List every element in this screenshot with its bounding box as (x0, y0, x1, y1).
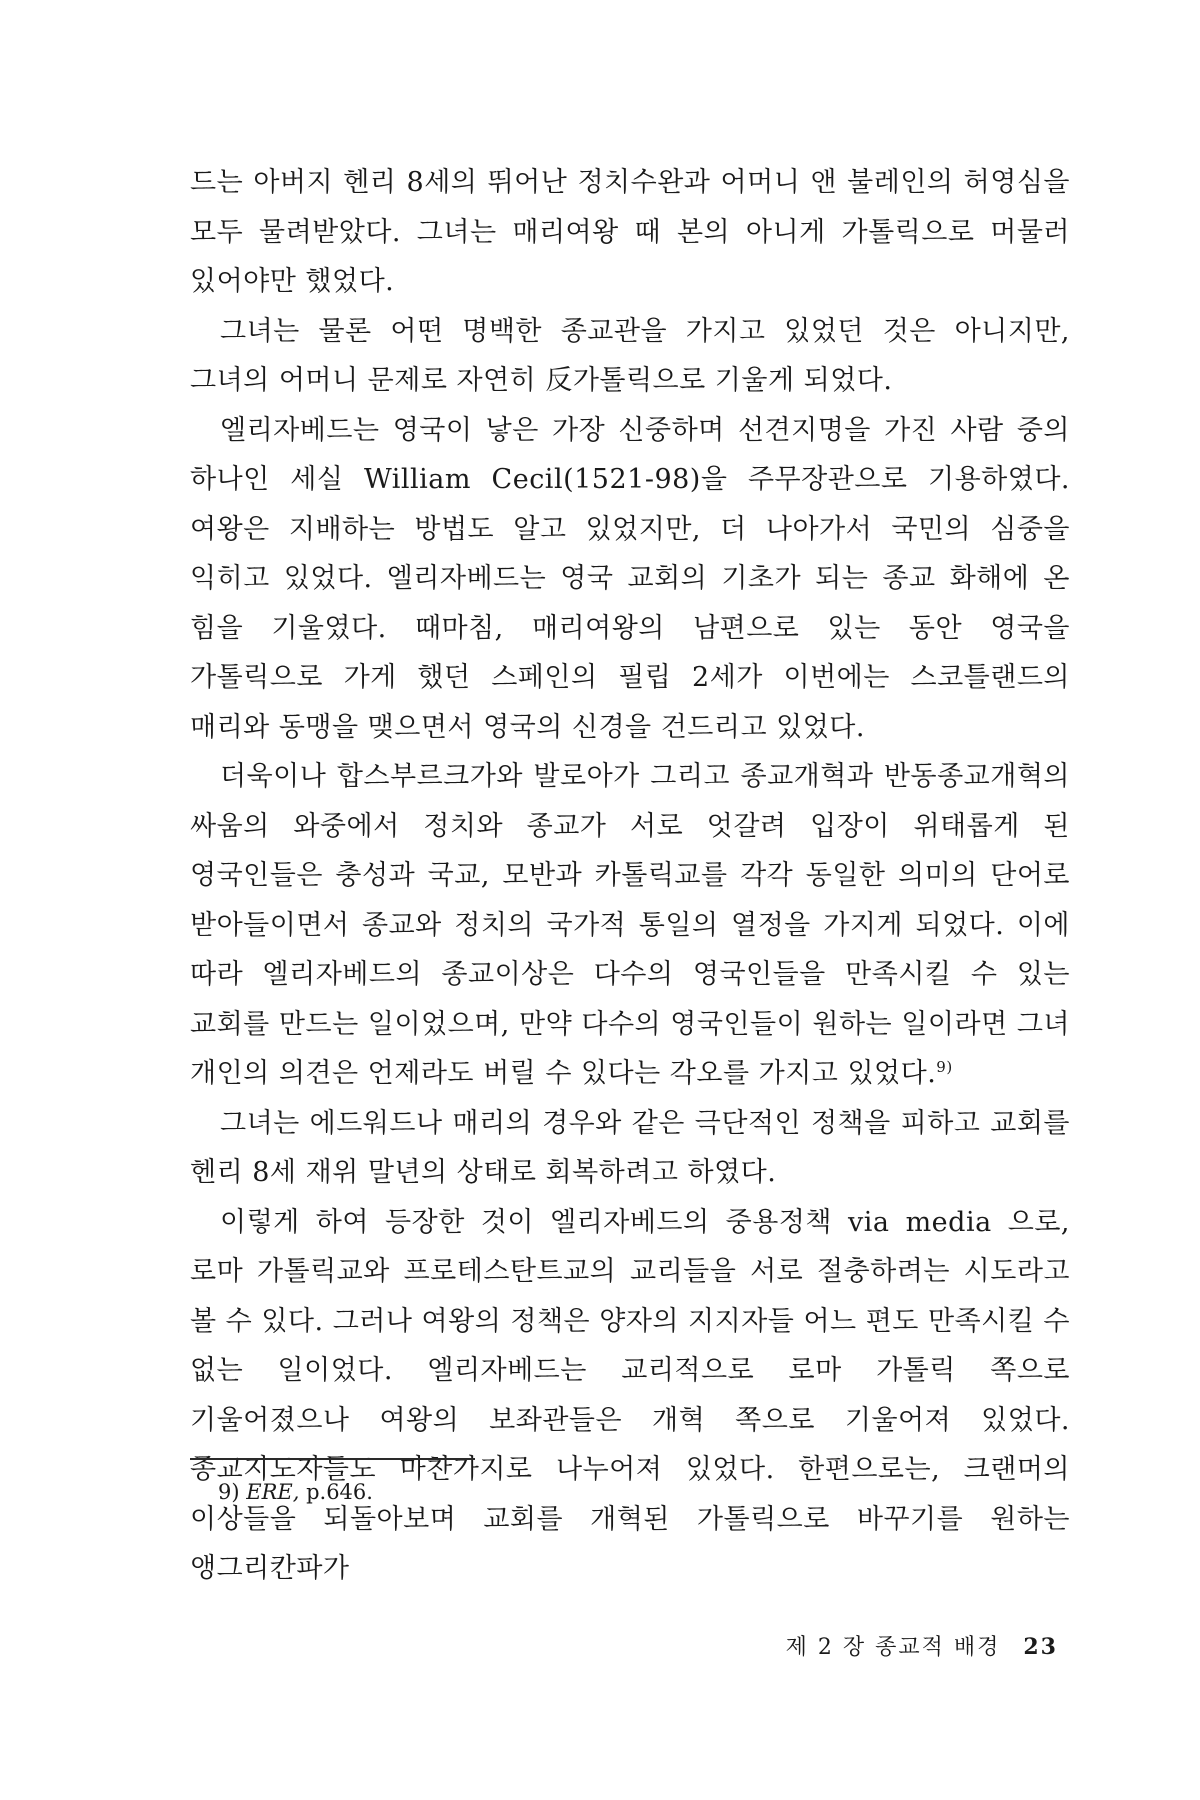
paragraph (190, 406, 1070, 753)
footnote-number: 9) (218, 1480, 240, 1504)
paragraph-text: 이렇게 하여 등장한 것이 엘리자베드의 중용정책 via media 으로, 로마 가톨릭교와 프로테스탄트교의 교리들을 서로 절충하려는 시도라고 볼 수 있다. 그러나 여왕의 정책은 양자의 지지자들 어느 편도 만족시킬 수 없는 일이었다. 엘리자베드는 교리적으로 로마 가톨릭 쪽으로 기울어졌으나 여왕의 보좌관들은 개혁 쪽으로 기울어져 있었다. 종교지도자들도 마찬가지로 나누어져 있었다. 한편으로는, 크랜머의 이상들을 되돌아보며 교회를 개혁된 가톨릭으로 바꾸기를 원하는 앵그리칸파가 (190, 1206, 1070, 1584)
paragraph (190, 1099, 1070, 1198)
paragraph-text: 그녀는 에드워드나 매리의 경우와 같은 극단적인 정책을 피하고 교회를 헨리 8세 재위 말년의 상태로 회복하려고 하였다. (190, 1107, 1070, 1188)
paragraph-text: 더욱이나 합스부르크가와 발로아가 그리고 종교개혁과 반동종교개혁의 싸움의 와중에서 정치와 종교가 서로 엇갈려 입장이 위태롭게 된 영국인들은 충성과 국교, 모반과 카톨릭교를 각각 동일한 의미의 단어로 받아들이면서 종교와 정치의 국가적 통일의 열정을 가지게 되었다. 이에 따라 엘리자베드의 종교이상은 다수의 영국인들을 만족시킬 수 있는 교회를 만드는 일이었으며, 만약 다수의 영국인들이 원하는 일이라면 그녀 개인의 의견은 언제라도 버릴 수 있다는 각오를 가지고 있었다. (190, 761, 1070, 1089)
body-text (190, 158, 1070, 1594)
paragraph (190, 1198, 1070, 1594)
footnote-divider (190, 1458, 475, 1460)
paragraph-text: 엘리자베드는 영국이 낳은 가장 신중하며 선견지명을 가진 사람 중의 하나인 세실 William Cecil(1521-98)을 주무장관으로 기용하였다. 여왕은 지배하는 방법도 알고 있었지만, 더 나아가서 국민의 심중을 익히고 있었다. 엘리자베드는 영국 교회의 기초가 되는 종교 화해에 온 힘을 기울였다. 때마침, 매리여왕의 남편으로 있는 동안 영국을 가톨릭으로 가게 했던 스페인의 필립 2세가 이번에는 스코틀랜드의 매리와 동맹을 맺으면서 영국의 신경을 건드리고 있었다. (190, 414, 1070, 743)
page-number: 23 (1023, 1634, 1058, 1660)
footnote-work: ERE, (246, 1480, 300, 1504)
paragraph-text: 드는 아버지 헨리 8세의 뛰어난 정치수완과 어머니 앤 불레인의 허영심을 모두 물려받았다. 그녀는 매리여왕 때 본의 아니게 가톨릭으로 머물러 있어야만 했었다. (190, 167, 1070, 297)
footnote-reference: 9) (936, 1058, 953, 1076)
paragraph (190, 752, 1070, 1099)
footnote (218, 1480, 373, 1504)
footnote-page: p.646. (299, 1480, 373, 1504)
paragraph-text: 그녀는 물론 어떤 명백한 종교관을 가지고 있었던 것은 아니지만, 그녀의 어머니 문제로 자연히 反가톨릭으로 기울게 되었다. (190, 315, 1070, 396)
paragraph (190, 158, 1070, 307)
running-footer (786, 1630, 1058, 1661)
chapter-title: 제 2 장 종교적 배경 (785, 1635, 1001, 1660)
paragraph (190, 307, 1070, 406)
